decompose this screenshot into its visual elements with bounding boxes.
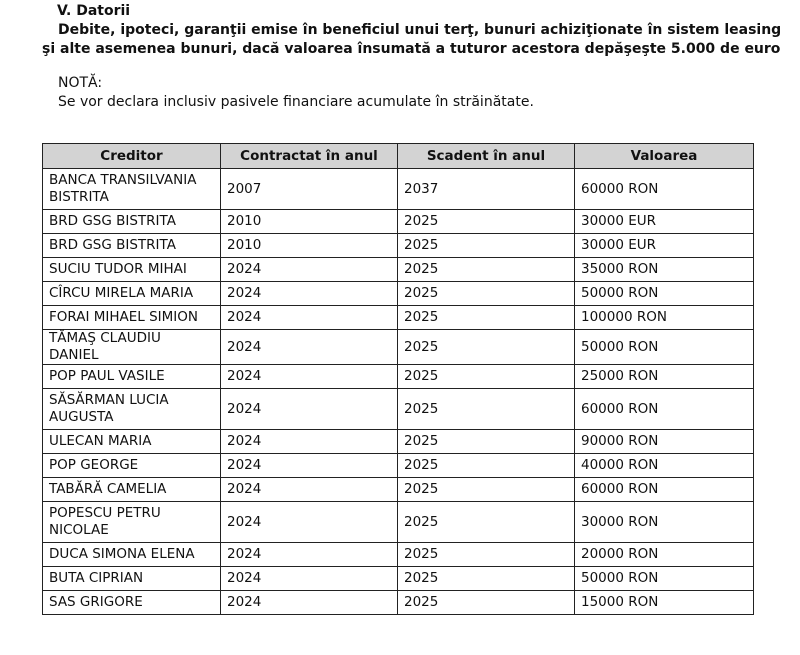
cell-due-year: 2025 (398, 543, 575, 567)
cell-creditor: TABĂRĂ CAMELIA (43, 478, 221, 502)
cell-value: 30000 RON (575, 502, 754, 543)
section-title: V. Datorii (57, 3, 131, 19)
cell-value: 90000 RON (575, 430, 754, 454)
cell-value: 25000 RON (575, 365, 754, 389)
table-row (43, 389, 754, 430)
cell-creditor: BRD GSG BISTRITA (43, 210, 221, 234)
cell-contracted-year: 2024 (221, 567, 398, 591)
note-label: NOTĂ: (58, 75, 103, 91)
table-row (43, 258, 754, 282)
cell-creditor: SUCIU TUDOR MIHAI (43, 258, 221, 282)
cell-creditor: DUCA SIMONA ELENA (43, 543, 221, 567)
cell-contracted-year: 2024 (221, 478, 398, 502)
table-row (43, 210, 754, 234)
section-subtitle: Debite, ipoteci, garanţii emise în beneficiul unui terţ, bunuri achiziţionate în sistem leasing şi alte asemenea bunuri, dacă valoarea însumată a tuturor acestora depăşeşte 5.000 de euro (42, 22, 782, 57)
cell-contracted-year: 2024 (221, 258, 398, 282)
cell-creditor: BUTA CIPRIAN (43, 567, 221, 591)
cell-value: 40000 RON (575, 454, 754, 478)
cell-contracted-year: 2010 (221, 234, 398, 258)
table-body (43, 169, 754, 615)
cell-due-year: 2025 (398, 454, 575, 478)
cell-due-year: 2025 (398, 258, 575, 282)
header-due-year: Scadent în anul (398, 144, 575, 169)
cell-value: 30000 EUR (575, 234, 754, 258)
cell-creditor: SĂSĂRMAN LUCIA AUGUSTA (43, 389, 221, 430)
cell-due-year: 2025 (398, 330, 575, 365)
cell-value: 30000 EUR (575, 210, 754, 234)
cell-creditor: POPESCU PETRU NICOLAE (43, 502, 221, 543)
table-row (43, 543, 754, 567)
cell-value: 100000 RON (575, 306, 754, 330)
table-row (43, 234, 754, 258)
cell-creditor: SAS GRIGORE (43, 591, 221, 615)
table-row (43, 282, 754, 306)
debts-table (42, 143, 754, 615)
cell-contracted-year: 2007 (221, 169, 398, 210)
cell-contracted-year: 2024 (221, 454, 398, 478)
cell-creditor: CÎRCU MIRELA MARIA (43, 282, 221, 306)
table-row (43, 330, 754, 365)
cell-value: 15000 RON (575, 591, 754, 615)
table-row (43, 591, 754, 615)
cell-contracted-year: 2024 (221, 306, 398, 330)
cell-value: 35000 RON (575, 258, 754, 282)
cell-contracted-year: 2024 (221, 389, 398, 430)
table-row (43, 306, 754, 330)
table-row (43, 454, 754, 478)
cell-due-year: 2025 (398, 502, 575, 543)
cell-due-year: 2025 (398, 389, 575, 430)
cell-creditor: FORAI MIHAEL SIMION (43, 306, 221, 330)
cell-value: 50000 RON (575, 282, 754, 306)
cell-contracted-year: 2024 (221, 502, 398, 543)
cell-value: 60000 RON (575, 169, 754, 210)
cell-creditor: POP PAUL VASILE (43, 365, 221, 389)
cell-value: 60000 RON (575, 389, 754, 430)
table-row (43, 567, 754, 591)
cell-contracted-year: 2024 (221, 430, 398, 454)
cell-contracted-year: 2024 (221, 330, 398, 365)
cell-creditor: BANCA TRANSILVANIA BISTRITA (43, 169, 221, 210)
cell-due-year: 2025 (398, 365, 575, 389)
cell-due-year: 2025 (398, 234, 575, 258)
header-contracted-year: Contractat în anul (221, 144, 398, 169)
table-row (43, 365, 754, 389)
cell-due-year: 2025 (398, 282, 575, 306)
cell-due-year: 2025 (398, 478, 575, 502)
cell-creditor: ULECAN MARIA (43, 430, 221, 454)
header-value: Valoarea (575, 144, 754, 169)
table-row (43, 478, 754, 502)
cell-value: 20000 RON (575, 543, 754, 567)
cell-value: 60000 RON (575, 478, 754, 502)
cell-due-year: 2025 (398, 306, 575, 330)
cell-creditor: BRD GSG BISTRITA (43, 234, 221, 258)
cell-due-year: 2025 (398, 567, 575, 591)
cell-contracted-year: 2024 (221, 282, 398, 306)
cell-due-year: 2025 (398, 210, 575, 234)
table-row (43, 502, 754, 543)
table-header-row (43, 144, 754, 169)
header-creditor: Creditor (43, 144, 221, 169)
note-text: Se vor declara inclusiv pasivele financiare acumulate în străinătate. (58, 94, 534, 110)
cell-due-year: 2025 (398, 430, 575, 454)
cell-contracted-year: 2024 (221, 543, 398, 567)
cell-contracted-year: 2024 (221, 591, 398, 615)
cell-contracted-year: 2024 (221, 365, 398, 389)
table-row (43, 169, 754, 210)
cell-creditor: TĂMAŞ CLAUDIU DANIEL (43, 330, 221, 365)
cell-due-year: 2037 (398, 169, 575, 210)
cell-value: 50000 RON (575, 567, 754, 591)
cell-creditor: POP GEORGE (43, 454, 221, 478)
cell-due-year: 2025 (398, 591, 575, 615)
table-row (43, 430, 754, 454)
cell-value: 50000 RON (575, 330, 754, 365)
cell-contracted-year: 2010 (221, 210, 398, 234)
